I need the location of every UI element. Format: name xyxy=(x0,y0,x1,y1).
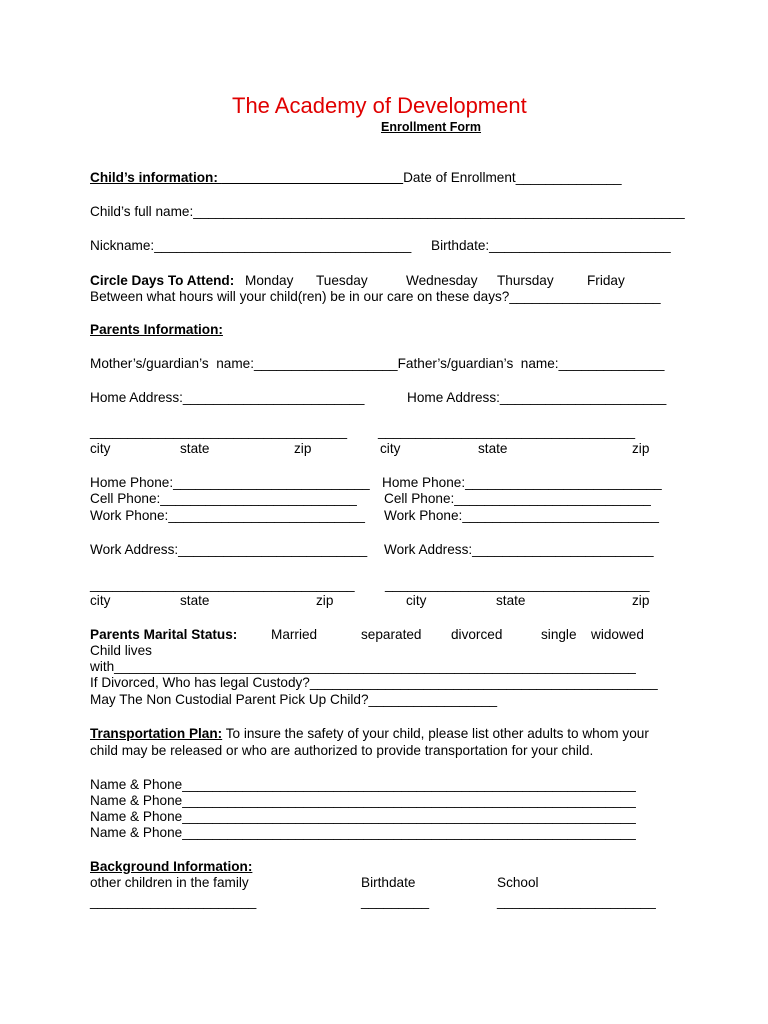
child-lives-label: Child lives xyxy=(90,643,152,658)
school-col-label: School xyxy=(497,875,539,890)
child-info-heading-blank[interactable]: ________________________ xyxy=(221,170,404,185)
parents-info-heading: Parents Information: xyxy=(90,322,223,337)
city-label: city xyxy=(90,441,111,456)
legal-custody-field[interactable]: If Divorced, Who has legal Custody?______________________________________________ xyxy=(90,675,658,690)
zip-label: zip xyxy=(632,593,650,608)
school-line[interactable]: _____________________ xyxy=(497,894,656,909)
home-address-left-field[interactable]: Home Address:________________________ xyxy=(90,390,365,405)
name-phone-field-3[interactable]: Name & Phone____________________________________________________________ xyxy=(90,809,636,824)
marital-separated[interactable]: separated xyxy=(361,627,422,642)
form-title: The Academy of Development xyxy=(232,93,527,118)
birthdate-col-label: Birthdate xyxy=(361,875,416,890)
day-tuesday[interactable]: Tuesday xyxy=(316,273,368,288)
child-full-name-field[interactable]: Child’s full name:_________________________________________________________________ xyxy=(90,204,685,219)
work-address-right-field[interactable]: Work Address:________________________ xyxy=(384,542,654,557)
form-subtitle: Enrollment Form xyxy=(381,120,482,134)
city-label: city xyxy=(406,593,427,608)
marital-single[interactable]: single xyxy=(541,627,577,642)
marital-status-label: Parents Marital Status: xyxy=(90,627,238,642)
other-children-line[interactable]: ______________________ xyxy=(90,894,257,909)
home-address-right-field[interactable]: Home Address:______________________ xyxy=(407,390,667,405)
name-phone-field-4[interactable]: Name & Phone____________________________________________________________ xyxy=(90,825,636,840)
work-address-line-right[interactable]: ___________________________________ xyxy=(385,577,650,592)
day-thursday[interactable]: Thursday xyxy=(497,273,554,288)
day-wednesday[interactable]: Wednesday xyxy=(406,273,478,288)
child-info-heading: Child’s information: xyxy=(90,170,222,185)
state-label: state xyxy=(180,593,210,608)
home-phone-left-field[interactable]: Home Phone:__________________________ xyxy=(90,475,370,490)
day-monday[interactable]: Monday xyxy=(245,273,294,288)
child-lives-with-field[interactable]: with_____________________________________________________________________ xyxy=(90,659,636,674)
home-phone-right-field[interactable]: Home Phone:__________________________ xyxy=(382,475,662,490)
work-phone-right-field[interactable]: Work Phone:__________________________ xyxy=(384,508,659,523)
state-label: state xyxy=(180,441,210,456)
marital-widowed[interactable]: widowed xyxy=(591,627,644,642)
name-phone-field-1[interactable]: Name & Phone____________________________________________________________ xyxy=(90,777,636,792)
day-friday[interactable]: Friday xyxy=(587,273,625,288)
work-phone-left-field[interactable]: Work Phone:__________________________ xyxy=(90,508,365,523)
cell-phone-left-field[interactable]: Cell Phone:__________________________ xyxy=(90,491,357,506)
non-custodial-pickup-field[interactable]: May The Non Custodial Parent Pick Up Child?_________________ xyxy=(90,692,498,707)
state-label: state xyxy=(478,441,508,456)
care-hours-field[interactable]: Between what hours will your child(ren) be in our care on these days?____________________ xyxy=(90,289,661,304)
work-address-left-field[interactable]: Work Address:_________________________ xyxy=(90,542,368,557)
marital-divorced[interactable]: divorced xyxy=(451,627,503,642)
address-line-left[interactable]: __________________________________ xyxy=(90,424,348,439)
cell-phone-right-field[interactable]: Cell Phone:__________________________ xyxy=(384,491,651,506)
state-label: state xyxy=(496,593,526,608)
child-info-row xyxy=(90,171,622,185)
circle-days-label: Circle Days To Attend: xyxy=(90,273,235,288)
transport-text-2: child may be released or who are authorized to provide transportation for your child. xyxy=(90,743,594,758)
name-phone-field-2[interactable]: Name & Phone____________________________________________________________ xyxy=(90,793,636,808)
transport-intro-row xyxy=(90,727,649,741)
date-of-enrollment-field[interactable]: Date of Enrollment______________ xyxy=(403,170,622,185)
birthdate-line[interactable]: _________ xyxy=(361,894,430,909)
city-label: city xyxy=(90,593,111,608)
city-label: city xyxy=(380,441,401,456)
background-info-heading: Background Information: xyxy=(90,859,253,874)
work-address-line-left[interactable]: ___________________________________ xyxy=(90,577,355,592)
guardian-names-field[interactable]: Mother’s/guardian’s name:___________________Father’s/guardian’s name:______________ xyxy=(90,356,665,371)
zip-label: zip xyxy=(316,593,334,608)
transport-label: Transportation Plan: xyxy=(90,726,223,741)
address-line-right[interactable]: __________________________________ xyxy=(378,424,636,439)
nickname-field[interactable]: Nickname:__________________________________ xyxy=(90,238,412,253)
birthdate-field[interactable]: Birthdate:________________________ xyxy=(431,238,671,253)
transport-text-1: To insure the safety of your child, please list other adults to whom your xyxy=(222,726,649,741)
zip-label: zip xyxy=(632,441,650,456)
zip-label: zip xyxy=(294,441,312,456)
other-children-label: other children in the family xyxy=(90,875,249,890)
marital-married[interactable]: Married xyxy=(271,627,318,642)
